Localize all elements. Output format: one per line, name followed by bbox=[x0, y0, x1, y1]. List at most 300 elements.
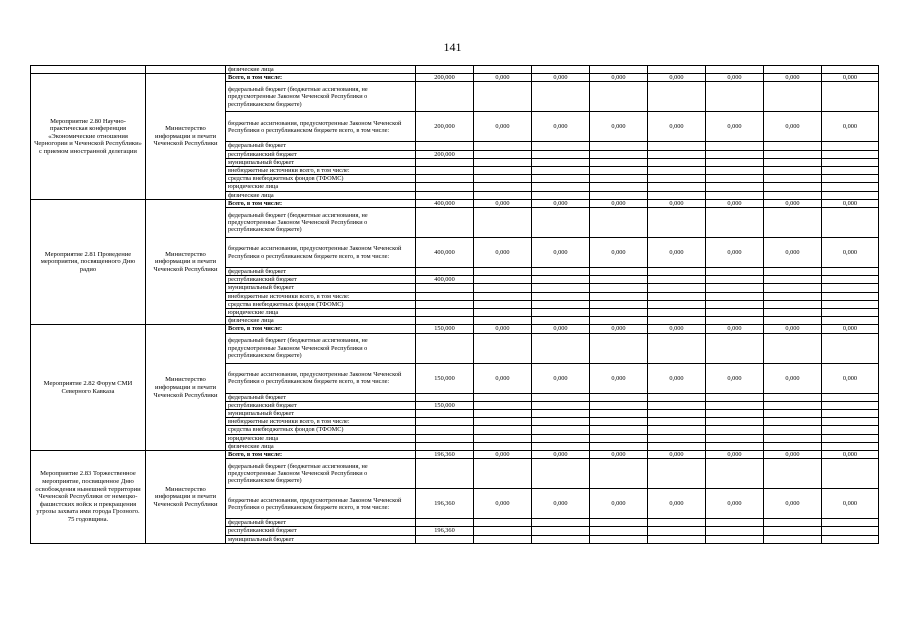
executor-name: Министерство информации и печати Чеченской Республики bbox=[146, 74, 226, 200]
value-cell bbox=[706, 284, 764, 292]
value-cell: 196,360 bbox=[416, 451, 474, 459]
value-cell bbox=[474, 535, 532, 543]
row-label: федеральный бюджет (бюджетные ассигнования, не предусмотренные Законом Чеченской Республики о республиканском бюджете) bbox=[226, 208, 416, 238]
value-cell bbox=[474, 309, 532, 317]
table-row bbox=[31, 451, 879, 459]
executor-name: Министерство информации и печати Чеченской Республики bbox=[146, 199, 226, 325]
value-cell bbox=[764, 434, 822, 442]
row-label: средства внебюджетных фондов (ТФОМС) bbox=[226, 426, 416, 434]
value-cell bbox=[822, 276, 879, 284]
value-cell bbox=[648, 442, 706, 450]
value-cell bbox=[590, 82, 648, 112]
event-name: Мероприятие 2.80 Научно-практическая конференция «Экономические отношения Черногории и Чеченской Республики» с приемом иностранной делегации bbox=[31, 74, 146, 200]
value-cell: 0,000 bbox=[764, 238, 822, 268]
value-cell: 0,000 bbox=[474, 325, 532, 333]
value-cell bbox=[416, 519, 474, 527]
value-cell: 0,000 bbox=[648, 112, 706, 142]
value-cell bbox=[590, 208, 648, 238]
value-cell bbox=[590, 268, 648, 276]
row-label: средства внебюджетных фондов (ТФОМС) bbox=[226, 175, 416, 183]
value-cell bbox=[532, 410, 590, 418]
value-cell bbox=[764, 442, 822, 450]
value-cell bbox=[822, 434, 879, 442]
value-cell bbox=[648, 333, 706, 363]
value-cell: 0,000 bbox=[706, 74, 764, 82]
value-cell bbox=[822, 317, 879, 325]
value-cell: 0,000 bbox=[532, 363, 590, 393]
value-cell bbox=[764, 268, 822, 276]
table-row bbox=[31, 66, 879, 74]
value-cell bbox=[532, 158, 590, 166]
value-cell bbox=[590, 434, 648, 442]
value-cell: 0,000 bbox=[822, 363, 879, 393]
value-cell bbox=[474, 142, 532, 150]
row-label: федеральный бюджет bbox=[226, 393, 416, 401]
value-cell bbox=[706, 459, 764, 489]
value-cell: 0,000 bbox=[474, 489, 532, 519]
event-cell bbox=[31, 66, 146, 74]
value-cell bbox=[648, 183, 706, 191]
value-cell: 200,000 bbox=[416, 74, 474, 82]
value-cell bbox=[648, 300, 706, 308]
value-cell bbox=[416, 167, 474, 175]
value-cell: 0,000 bbox=[474, 451, 532, 459]
value-cell bbox=[822, 527, 879, 535]
value-cell bbox=[532, 426, 590, 434]
value-cell bbox=[532, 442, 590, 450]
row-label: внебюджетные источники всего, в том числе: bbox=[226, 292, 416, 300]
value-cell: 0,000 bbox=[532, 451, 590, 459]
value-cell bbox=[532, 150, 590, 158]
value-cell bbox=[474, 276, 532, 284]
value-cell bbox=[474, 191, 532, 199]
value-cell bbox=[822, 175, 879, 183]
value-cell bbox=[416, 442, 474, 450]
row-label: республиканский бюджет bbox=[226, 527, 416, 535]
value-cell bbox=[532, 284, 590, 292]
value-cell bbox=[532, 317, 590, 325]
value-cell bbox=[822, 393, 879, 401]
value-cell bbox=[648, 434, 706, 442]
value-cell: 400,000 bbox=[416, 238, 474, 268]
row-label: федеральный бюджет (бюджетные ассигнования, не предусмотренные Законом Чеченской Республики о республиканском бюджете) bbox=[226, 459, 416, 489]
value-cell: 0,000 bbox=[764, 112, 822, 142]
value-cell bbox=[590, 410, 648, 418]
value-cell bbox=[474, 426, 532, 434]
value-cell bbox=[822, 284, 879, 292]
value-cell bbox=[474, 284, 532, 292]
value-cell: 0,000 bbox=[764, 363, 822, 393]
value-cell bbox=[532, 333, 590, 363]
value-cell bbox=[532, 183, 590, 191]
value-cell: 0,000 bbox=[532, 74, 590, 82]
value-cell bbox=[532, 300, 590, 308]
value-cell bbox=[590, 191, 648, 199]
value-cell bbox=[532, 175, 590, 183]
value-cell bbox=[590, 183, 648, 191]
value-cell bbox=[590, 150, 648, 158]
value-cell bbox=[474, 459, 532, 489]
value-cell bbox=[474, 82, 532, 112]
row-label: Всего, в том числе: bbox=[226, 325, 416, 333]
value-cell bbox=[416, 535, 474, 543]
value-cell bbox=[706, 150, 764, 158]
value-cell bbox=[532, 393, 590, 401]
value-cell bbox=[822, 158, 879, 166]
value-cell bbox=[416, 418, 474, 426]
value-cell bbox=[822, 183, 879, 191]
value-cell bbox=[706, 300, 764, 308]
row-label: физические лица bbox=[226, 191, 416, 199]
row-label: физические лица bbox=[226, 442, 416, 450]
value-cell bbox=[474, 418, 532, 426]
row-label: бюджетные ассигнования, предусмотренные Законом Чеченской Республики о республиканском бюджете всего, в том числе: bbox=[226, 363, 416, 393]
value-cell bbox=[590, 442, 648, 450]
value-cell bbox=[474, 150, 532, 158]
table-row bbox=[31, 325, 879, 333]
value-cell bbox=[416, 175, 474, 183]
row-label: Всего, в том числе: bbox=[226, 74, 416, 82]
value-cell: 0,000 bbox=[648, 489, 706, 519]
value-cell bbox=[416, 309, 474, 317]
row-label: юридические лица bbox=[226, 183, 416, 191]
value-cell bbox=[706, 317, 764, 325]
value-cell: 0,000 bbox=[590, 363, 648, 393]
row-label: бюджетные ассигнования, предусмотренные Законом Чеченской Республики о республиканском бюджете всего, в том числе: bbox=[226, 489, 416, 519]
value-cell bbox=[416, 410, 474, 418]
value-cell: 0,000 bbox=[822, 451, 879, 459]
value-cell: 0,000 bbox=[474, 74, 532, 82]
row-label: муниципальный бюджет bbox=[226, 535, 416, 543]
row-label: федеральный бюджет (бюджетные ассигнования, не предусмотренные Законом Чеченской Республики о республиканском бюджете) bbox=[226, 333, 416, 363]
value-cell bbox=[532, 309, 590, 317]
row-label: федеральный бюджет bbox=[226, 268, 416, 276]
value-cell bbox=[764, 276, 822, 284]
value-cell bbox=[822, 418, 879, 426]
row-label: бюджетные ассигнования, предусмотренные Законом Чеченской Республики о республиканском бюджете всего, в том числе: bbox=[226, 238, 416, 268]
value-cell: 0,000 bbox=[474, 199, 532, 207]
row-label: муниципальный бюджет bbox=[226, 158, 416, 166]
value-cell bbox=[764, 150, 822, 158]
value-cell bbox=[474, 175, 532, 183]
value-cell: 0,000 bbox=[822, 325, 879, 333]
value-cell: 0,000 bbox=[648, 238, 706, 268]
value-cell bbox=[532, 527, 590, 535]
value-cell: 0,000 bbox=[706, 199, 764, 207]
value-cell bbox=[706, 401, 764, 409]
value-cell bbox=[532, 142, 590, 150]
value-cell bbox=[764, 284, 822, 292]
value-cell bbox=[648, 150, 706, 158]
value-cell bbox=[590, 284, 648, 292]
value-cell bbox=[648, 208, 706, 238]
row-label: республиканский бюджет bbox=[226, 276, 416, 284]
value-cell: 0,000 bbox=[764, 489, 822, 519]
value-cell bbox=[764, 309, 822, 317]
value-cell bbox=[822, 300, 879, 308]
value-cell bbox=[590, 276, 648, 284]
value-cell bbox=[706, 519, 764, 527]
value-cell bbox=[764, 208, 822, 238]
value-cell bbox=[706, 183, 764, 191]
value-cell: 0,000 bbox=[706, 451, 764, 459]
value-cell bbox=[532, 167, 590, 175]
value-cell bbox=[822, 167, 879, 175]
executor-name: Министерство информации и печати Чеченской Республики bbox=[146, 451, 226, 544]
value-cell bbox=[648, 175, 706, 183]
value-cell bbox=[416, 426, 474, 434]
value-cell bbox=[416, 191, 474, 199]
value-cell: 200,000 bbox=[416, 150, 474, 158]
event-name: Мероприятие 2.81 Проведение мероприятия, посвященного Дню радио bbox=[31, 199, 146, 325]
row-label: юридические лица bbox=[226, 434, 416, 442]
value-cell bbox=[474, 167, 532, 175]
value-cell: 0,000 bbox=[474, 112, 532, 142]
value-cell bbox=[648, 519, 706, 527]
value-cell bbox=[532, 276, 590, 284]
value-cell bbox=[706, 167, 764, 175]
value-cell: 0,000 bbox=[532, 112, 590, 142]
value-cell bbox=[474, 434, 532, 442]
value-cell: 0,000 bbox=[648, 74, 706, 82]
value-cell bbox=[532, 434, 590, 442]
value-cell bbox=[706, 208, 764, 238]
value-cell: 0,000 bbox=[532, 199, 590, 207]
value-cell bbox=[416, 158, 474, 166]
value-cell: 0,000 bbox=[706, 112, 764, 142]
value-cell bbox=[590, 292, 648, 300]
row-label: муниципальный бюджет bbox=[226, 410, 416, 418]
value-cell bbox=[764, 410, 822, 418]
value-cell bbox=[822, 401, 879, 409]
value-cell bbox=[764, 393, 822, 401]
value-cell: 150,000 bbox=[416, 325, 474, 333]
value-cell bbox=[648, 167, 706, 175]
value-cell: 200,000 bbox=[416, 112, 474, 142]
value-cell bbox=[648, 410, 706, 418]
value-cell: 0,000 bbox=[764, 74, 822, 82]
value-cell bbox=[416, 434, 474, 442]
value-cell bbox=[590, 401, 648, 409]
value-cell: 0,000 bbox=[706, 238, 764, 268]
value-cell: 0,000 bbox=[764, 325, 822, 333]
value-cell bbox=[590, 519, 648, 527]
value-cell bbox=[590, 393, 648, 401]
value-cell bbox=[648, 527, 706, 535]
value-cell bbox=[706, 142, 764, 150]
value-cell bbox=[532, 82, 590, 112]
value-cell bbox=[532, 292, 590, 300]
value-cell: 0,000 bbox=[532, 238, 590, 268]
value-cell bbox=[764, 175, 822, 183]
row-label: Всего, в том числе: bbox=[226, 199, 416, 207]
value-cell bbox=[764, 300, 822, 308]
value-cell bbox=[706, 82, 764, 112]
row-label: физические лица bbox=[226, 66, 416, 74]
value-cell: 0,000 bbox=[590, 238, 648, 268]
value-cell: 0,000 bbox=[590, 325, 648, 333]
value-cell: 0,000 bbox=[590, 199, 648, 207]
value-cell: 0,000 bbox=[648, 451, 706, 459]
value-cell bbox=[416, 333, 474, 363]
value-cell bbox=[590, 158, 648, 166]
value-cell: 0,000 bbox=[706, 363, 764, 393]
row-label: федеральный бюджет bbox=[226, 142, 416, 150]
value-cell: 0,000 bbox=[822, 199, 879, 207]
value-cell bbox=[474, 158, 532, 166]
value-cell bbox=[474, 401, 532, 409]
value-cell bbox=[706, 333, 764, 363]
value-cell bbox=[416, 284, 474, 292]
row-label: средства внебюджетных фондов (ТФОМС) bbox=[226, 300, 416, 308]
value-cell bbox=[474, 208, 532, 238]
row-label: республиканский бюджет bbox=[226, 401, 416, 409]
row-label: внебюджетные источники всего, в том числе: bbox=[226, 167, 416, 175]
value-cell bbox=[706, 309, 764, 317]
value-cell bbox=[648, 459, 706, 489]
value-cell bbox=[532, 268, 590, 276]
value-cell bbox=[648, 292, 706, 300]
value-cell bbox=[822, 410, 879, 418]
value-cell bbox=[706, 418, 764, 426]
value-cell bbox=[532, 208, 590, 238]
value-cell: 0,000 bbox=[590, 489, 648, 519]
value-cell: 400,000 bbox=[416, 276, 474, 284]
value-cell bbox=[822, 82, 879, 112]
value-cell bbox=[416, 300, 474, 308]
value-cell bbox=[590, 167, 648, 175]
value-cell bbox=[706, 158, 764, 166]
value-cell bbox=[764, 158, 822, 166]
value-cell bbox=[822, 459, 879, 489]
value-cell bbox=[648, 309, 706, 317]
value-cell bbox=[590, 317, 648, 325]
value-cell: 0,000 bbox=[822, 74, 879, 82]
value-cell bbox=[416, 459, 474, 489]
value-cell bbox=[822, 150, 879, 158]
value-cell bbox=[532, 519, 590, 527]
value-cell bbox=[822, 208, 879, 238]
value-cell: 150,000 bbox=[416, 401, 474, 409]
table-row bbox=[31, 74, 879, 82]
value-cell bbox=[706, 276, 764, 284]
value-cell: 0,000 bbox=[706, 325, 764, 333]
value-cell bbox=[590, 142, 648, 150]
value-cell bbox=[764, 401, 822, 409]
value-cell bbox=[474, 333, 532, 363]
row-label: муниципальный бюджет bbox=[226, 284, 416, 292]
row-label: юридические лица bbox=[226, 309, 416, 317]
value-cell bbox=[590, 333, 648, 363]
value-cell: 0,000 bbox=[474, 363, 532, 393]
value-cell bbox=[474, 527, 532, 535]
value-cell bbox=[474, 300, 532, 308]
value-cell bbox=[822, 333, 879, 363]
value-cell bbox=[416, 393, 474, 401]
event-name: Мероприятие 2.83 Торжественное мероприятие, посвященное Дню освобождения нынешней территории Чеченской Республики от немецко-фашистских войск и прекращения угрозы захвата ими города Грозного. 75 годовщина. bbox=[31, 451, 146, 544]
value-cell bbox=[590, 535, 648, 543]
value-cell bbox=[648, 284, 706, 292]
value-cell bbox=[764, 527, 822, 535]
value-cell bbox=[764, 167, 822, 175]
value-cell bbox=[822, 292, 879, 300]
value-cell bbox=[648, 158, 706, 166]
value-cell bbox=[532, 418, 590, 426]
value-cell bbox=[764, 142, 822, 150]
value-cell bbox=[648, 418, 706, 426]
value-cell bbox=[706, 527, 764, 535]
value-cell: 0,000 bbox=[706, 489, 764, 519]
value-cell bbox=[474, 317, 532, 325]
value-cell: 0,000 bbox=[648, 199, 706, 207]
value-cell: 0,000 bbox=[822, 238, 879, 268]
executor-name: Министерство информации и печати Чеченской Республики bbox=[146, 325, 226, 451]
executor-cell bbox=[146, 66, 226, 74]
value-cell bbox=[822, 426, 879, 434]
value-cell bbox=[764, 426, 822, 434]
value-cell bbox=[822, 191, 879, 199]
value-cell: 196,360 bbox=[416, 489, 474, 519]
value-cell bbox=[706, 175, 764, 183]
value-cell bbox=[474, 393, 532, 401]
value-cell bbox=[648, 191, 706, 199]
value-cell bbox=[764, 535, 822, 543]
value-cell bbox=[474, 292, 532, 300]
value-cell: 400,000 bbox=[416, 199, 474, 207]
value-cell bbox=[590, 309, 648, 317]
value-cell bbox=[416, 292, 474, 300]
value-cell: 0,000 bbox=[532, 325, 590, 333]
value-cell bbox=[648, 268, 706, 276]
value-cell bbox=[706, 393, 764, 401]
value-cell: 0,000 bbox=[590, 112, 648, 142]
value-cell bbox=[648, 317, 706, 325]
value-cell bbox=[416, 142, 474, 150]
row-label: бюджетные ассигнования, предусмотренные Законом Чеченской Республики о республиканском бюджете всего, в том числе: bbox=[226, 112, 416, 142]
value-cell bbox=[648, 82, 706, 112]
value-cell bbox=[532, 191, 590, 199]
row-label: внебюджетные источники всего, в том числе: bbox=[226, 418, 416, 426]
value-cell: 0,000 bbox=[648, 363, 706, 393]
value-cell: 0,000 bbox=[822, 112, 879, 142]
value-cell bbox=[474, 183, 532, 191]
value-cell: 0,000 bbox=[648, 325, 706, 333]
value-cell bbox=[822, 442, 879, 450]
value-cell bbox=[648, 393, 706, 401]
value-cell bbox=[706, 434, 764, 442]
value-cell bbox=[648, 426, 706, 434]
value-cell bbox=[706, 191, 764, 199]
value-cell bbox=[764, 183, 822, 191]
table-body bbox=[31, 66, 879, 544]
value-cell bbox=[648, 142, 706, 150]
row-label: федеральный бюджет bbox=[226, 519, 416, 527]
value-cell bbox=[822, 268, 879, 276]
value-cell bbox=[764, 459, 822, 489]
value-cell: 0,000 bbox=[764, 451, 822, 459]
value-cell bbox=[764, 333, 822, 363]
value-cell bbox=[590, 426, 648, 434]
value-cell bbox=[590, 300, 648, 308]
value-cell bbox=[590, 459, 648, 489]
row-label: республиканский бюджет bbox=[226, 150, 416, 158]
value-cell bbox=[474, 442, 532, 450]
value-cell: 0,000 bbox=[532, 489, 590, 519]
value-cell bbox=[764, 82, 822, 112]
value-cell bbox=[706, 292, 764, 300]
value-cell: 0,000 bbox=[474, 238, 532, 268]
value-cell bbox=[764, 519, 822, 527]
